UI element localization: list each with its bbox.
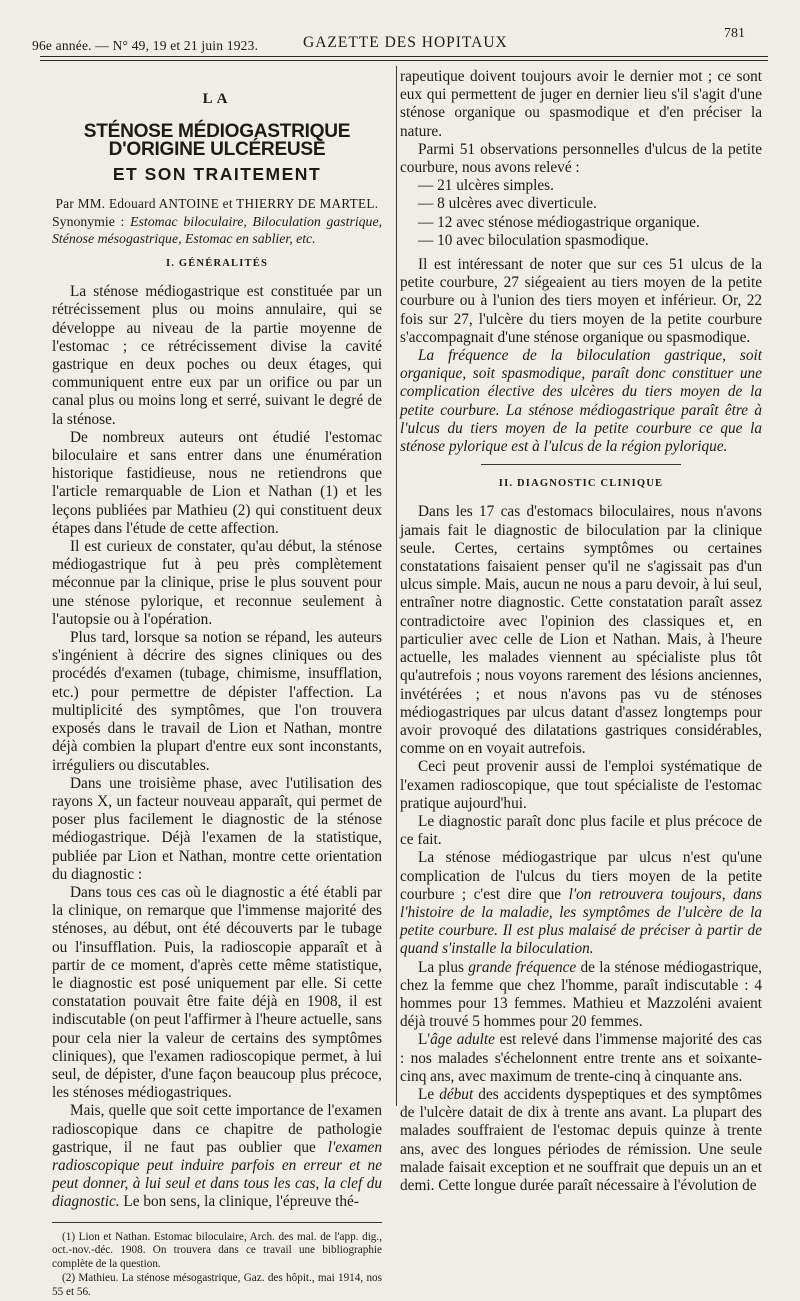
section-heading-generalites: I. GÉNÉRALITÉS	[166, 258, 268, 270]
paragraph	[400, 1086, 762, 1195]
article-authors: Par MM. Edouard ANTOINE et THIERRY DE MARTEL.	[55, 195, 379, 211]
paragraph: Ceci peut provenir aussi de l'emploi systématique de l'examen radioscopique, que tout spécialiste de l'estomac pratique aujourd'hui.	[400, 758, 762, 812]
footnote-rule	[52, 1222, 382, 1223]
paragraph: Dans tous ces cas où le diagnostic a été établi par la clinique, on remarque que l'immense majorité des sténoses, au début, ont été découverts par le tubage ou l'insufflation. Puis, la radioscopie apparaît et à partir de ce moment, d'après cette même statistique, le diagnostic est posé uniquement par elle. Si cette constatation pouvait être faite déjà en 1908, il est indiscutable (on peut l'affirmer à l'heure actuelle, sans pour cela nier la valeur de certains des symptômes cliniques), que l'examen radioscopique permet, à lui seul, de dépister, d'une façon beaucoup plus précoce, les sténoses médiogastriques.	[52, 883, 382, 1102]
text-span: Le bon sens, la clinique, l'épreuve thé-	[119, 1193, 359, 1211]
paragraph: La sténose médiogastrique est constituée par un rétrécissement plus ou moins annulaire, qui se développe au niveau de la partie moyenne de l'estomac ; ce rétrécissement divise la cavité gastrique en deux poches ou deux étages, qui communiquent entre eux par un orifice ou par un canal plus ou moins long et serré, suivant le degré de la sténose.	[52, 283, 382, 428]
footnote: (1) Lion et Nathan. Estomac biloculaire, Arch. des mal. de l'app. dig., oct.-nov.-déc. 1908. On trouvera dans ce travail une bibliographie complète de la question.	[52, 1230, 382, 1270]
paragraph	[400, 849, 762, 958]
text-span: La plus	[418, 958, 469, 976]
paragraph: Dans une troisième phase, avec l'utilisation des rayons X, un facteur nouveau apparaît, qui permet de poser plus facilement le diagnostic de la sténose médiogastrique. Déjà l'examen de la statistique, publiée par Lion et Nathan, montre cette orientation du diagnostic :	[52, 774, 382, 883]
list-item: — 12 avec sténose médiogastrique organique.	[418, 213, 700, 231]
paragraph: Il est curieux de constater, qu'au début, la sténose médiogastrique fut à peu près complètement méconnue par la clinique, prise le plus souvent pour une sténose pylorique, et reconnue seulement à l'autopsie ou à l'opération.	[52, 538, 382, 628]
header-rule-thin	[40, 60, 768, 61]
list-item: — 10 avec biloculation spasmodique.	[418, 231, 649, 249]
italic-span: âge adulte	[430, 1031, 495, 1049]
section-rule	[481, 464, 681, 465]
issue-info: 96e année. — N° 49, 19 et 21 juin 1923.	[32, 38, 259, 53]
text-span: est relevé dans l'immense majorité des cas : nos malades s'échelonnent entre trente ans et soixante-cinq ans, avec maximum de trente-cinq à cinquante ans.	[400, 1031, 762, 1085]
list-item: — 8 ulcères avec diverticule.	[418, 195, 597, 213]
text-span: Mais, quelle que soit cette importance de l'examen radioscopique dans ce chapitre de pathologie gastrique, il ne faut pas oublier que	[52, 1102, 382, 1156]
italic-span: l'examen radioscopique peut induire parfois en erreur et ne peut donner, à lui seul et dans tous les cas, la clef du diagnostic.	[52, 1138, 382, 1211]
paragraph: Parmi 51 observations personnelles d'ulcus de la petite courbure, nous avons relevé :	[400, 140, 762, 177]
header-rule	[40, 56, 768, 57]
paragraph: Il est intéressant de noter que sur ces 51 ulcus de la petite courbure, 27 siégeaient au tiers moyen de la petite courbure ou à l'union des tiers moyen et inférieur. Or, 22 fois sur 27, l'ulcère du tiers moyen de la petite courbure s'accompagnait d'une sténose organique ou spasmodique.	[400, 256, 762, 346]
italic-span: grande fréquence	[468, 958, 577, 976]
right-column	[400, 68, 762, 1195]
paragraph	[400, 1031, 762, 1086]
italic-span: l'on retrouvera toujours, dans l'histoire de la maladie, les symptômes de l'ulcère de la petite courbure. Il est plus malaisé de préciser à partir de quand s'installe la biloculation.	[400, 885, 762, 958]
paragraph: Le diagnostic paraît donc plus facile et plus précoce de ce fait.	[400, 812, 762, 849]
article-subtitle: ET SON TRAITEMENT	[112, 163, 322, 184]
text-span: des accidents dyspeptiques et des symptômes de l'ulcère datait de dix à trente ans avant. La plupart des malades souffraient de l'estomac depuis quinze à trente ans, avec des longues périodes de rémission. Une seule malade faisait exception et ne souffrait que depuis un an et demi. Cette longue durée paraît nécessaire à l'évolution de	[400, 1085, 762, 1194]
paragraph: De nombreux auteurs ont étudié l'estomac biloculaire et sans entrer dans une énumération historique fastidieuse, nous ne retiendrons que l'article remarquable de Lion et Nathan (1) et les leçons publiées par Mathieu (2) qui constituent deux étapes dans l'étude de cette affection.	[52, 428, 382, 537]
article-kicker: LA	[202, 91, 232, 107]
synonym-text: Estomac biloculaire, Biloculation gastrique, Sténose mésogastrique, Estomac en sablier, etc.	[52, 214, 383, 247]
observation-list	[400, 177, 762, 250]
text-span: de la sténose médiogastrique, chez la femme que chez l'homme, paraît indiscutable : 4 hommes pour 13 femmes. Mathieu et Mazzoléni avaient déjà trouvé 5 hommes pour 20 femmes.	[400, 958, 763, 1031]
paragraph	[400, 347, 762, 456]
journal-title: GAZETTE DES HOPITAUX	[303, 34, 508, 51]
text-span: La sténose médiogastrique par ulcus n'est qu'une complication de l'ulcus du tiers moyen de la petite courbure ; c'est dire que	[400, 849, 762, 903]
text-span: Le	[418, 1085, 440, 1103]
paragraph: Dans les 17 cas d'estomacs biloculaires, nous n'avons jamais fait le diagnostic de biloculation par la clinique seule. Certes, certains symptômes ou certaines constatations faisaient penser qu'il ne s'agissait pas d'un ulcus simple. Mais, aucun ne nous a paru devoir, à lui seul, entraîner notre diagnostic. Cette constatation paraît assez contradictoire avec l'opinion des classiques et, en particulier avec celle de Lion et Nathan. Mais, à l'heure actuelle, les malades viennent au spécialiste plus tôt qu'autrefois ; nous voyons rarement des lésions anciennes, invétérées ; et nous n'avons pas vu de sténoses médiogastriques par ulcus datant d'assez longtemps pour avoir provoqué des dilatations gastriques considérables, comme on en voyait autrefois.	[400, 503, 762, 758]
paragraph	[400, 959, 762, 1032]
footnote: (2) Mathieu. La sténose mésogastrique, Gaz. des hôpit., mai 1914, nos 55 et 56.	[52, 1272, 382, 1298]
synonym-line	[52, 213, 382, 247]
paragraph	[52, 1102, 382, 1211]
italic-span: La fréquence de la biloculation gastrique, soit organique, soit spasmodique, paraît donc constituer une complication élective des ulcères du tiers moyen de la petite courbure. La sténose médiogastrique paraît être à l'ulcus du tiers moyen de la petite courbure ce que la sténose pylorique est à l'ulcus de la région pylorique.	[400, 347, 762, 456]
left-column	[52, 68, 382, 1301]
article-title: STÉNOSE MÉDIOGASTRIQUE D'ORIGINE ULCÉREUSE	[83, 120, 351, 161]
section-heading-diagnostic: II. DIAGNOSTIC CLINIQUE	[498, 478, 664, 490]
footnotes	[52, 1231, 382, 1300]
italic-span: début	[439, 1085, 474, 1103]
synonym-label: Synonymie :	[52, 214, 125, 230]
page-number: 781	[724, 26, 745, 41]
paragraph: rapeutique doivent toujours avoir le dernier mot ; ce sont eux qui permettent de juger en dernier lieu s'il s'agit d'une sténose organique ou spasmodique et d'en préciser la nature.	[400, 68, 762, 140]
paragraph: Plus tard, lorsque sa notion se répand, les auteurs s'ingénient à décrire des signes cliniques ou des procédés d'examen (tubage, chimisme, insufflation, etc.) pour permettre de dépister l'affection. La multiplicité des symptômes, que l'on trouvera exposés dans le travail de Lion et Nathan, montre déjà combien la plupart d'entre eux sont inconstants, irréguliers ou discutables.	[52, 629, 382, 774]
column-separator	[396, 66, 397, 1106]
text-span: L'	[418, 1031, 431, 1049]
list-item: — 21 ulcères simples.	[418, 177, 554, 195]
